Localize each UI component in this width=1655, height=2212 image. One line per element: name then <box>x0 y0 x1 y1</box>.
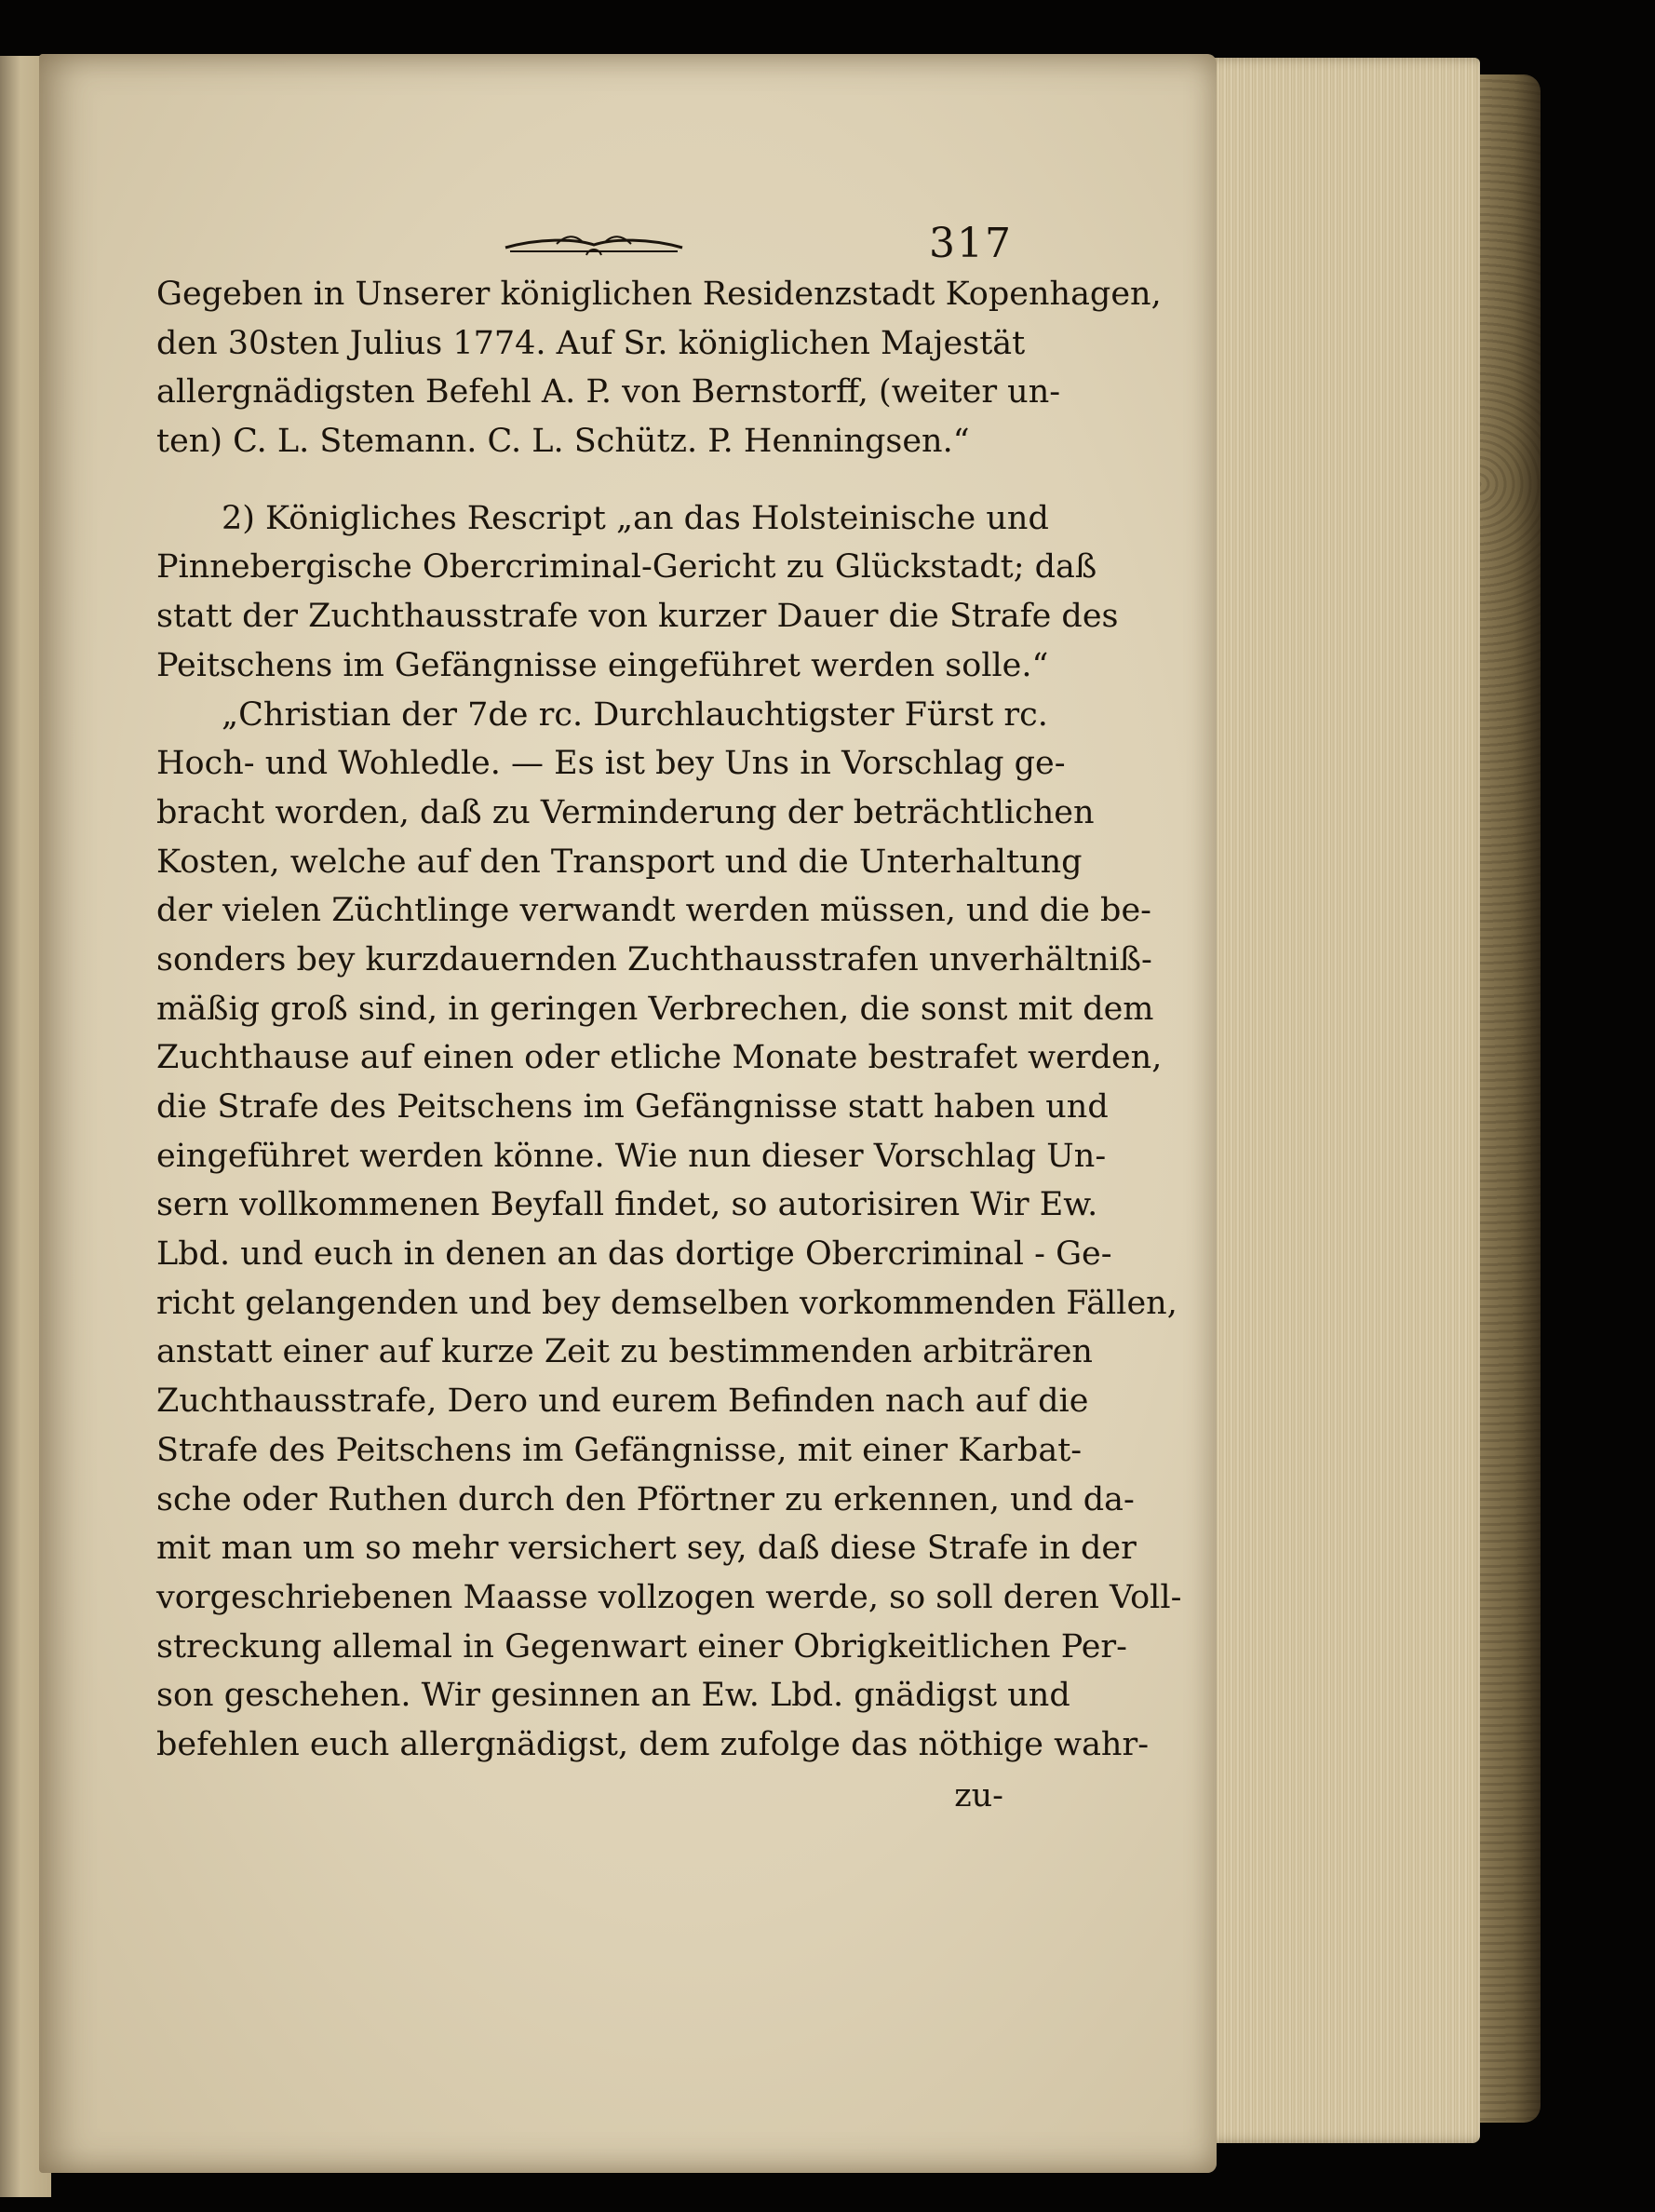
paragraph <box>156 691 1182 1770</box>
text-line: „Christian der 7de rc. Durchlauchtigster Fürst rc. <box>222 695 1048 734</box>
page-text <box>156 214 1182 1820</box>
text-line: richt gelangenden und bey demselben vorkommenden Fällen, <box>156 1284 1177 1322</box>
text-line: statt der Zuchthausstrafe von kurzer Dauer die Strafe des <box>156 598 1119 636</box>
text-line: Kosten, welche auf den Transport und die Unterhaltung <box>156 843 1083 881</box>
text-line: mit man um so mehr versichert sey, daß diese Strafe in der <box>156 1530 1137 1568</box>
text-line: befehlen euch allergnädigst, dem zufolge das nöthige wahr- <box>156 1725 1150 1763</box>
text-line: eingeführet werden könne. Wie nun dieser Vorschlag Un- <box>156 1137 1107 1175</box>
page-header <box>156 214 1013 270</box>
text-line: Strafe des Peitschens im Gefängnisse, mit einer Karbat- <box>156 1431 1083 1469</box>
text-line: der vielen Züchtlinge verwandt werden müssen, und die be- <box>156 892 1151 930</box>
page-fore-edge <box>1201 58 1480 2143</box>
text-line: Zuchthausstrafe, Dero und eurem Befinden nach auf die <box>156 1382 1089 1421</box>
text-line: allergnädigsten Befehl A. P. von Bernstorff, (weiter un- <box>156 373 1061 411</box>
paragraph <box>156 494 1119 691</box>
text-line: 2) Königliches Rescript „an das Holsteinische und <box>222 499 1049 537</box>
text-line: Hoch- und Wohledle. — Es ist bey Uns in Vorschlag ge- <box>156 745 1066 783</box>
page-number: 317 <box>929 220 1013 267</box>
text-line: Peitschens im Gefängnisse eingeführet werden solle.“ <box>156 646 1049 684</box>
text-line: sern vollkommenen Beyfall findet, so autorisiren Wir Ew. <box>156 1186 1098 1224</box>
text-line: Pinnebergische Obercriminal-Gericht zu Glückstadt; daß <box>156 548 1097 587</box>
text-line: sche oder Ruthen durch den Pförtner zu erkennen, und da- <box>156 1480 1135 1518</box>
text-line: bracht worden, daß zu Verminderung der beträchtlichen <box>156 793 1095 831</box>
text-line: streckung allemal in Gegenwart einer Obrigkeitlichen Per- <box>156 1627 1127 1666</box>
text-line: Gegeben in Unserer königlichen Residenzstadt Kopenhagen, <box>156 276 1162 313</box>
text-line: Zuchthause auf einen oder etliche Monate bestrafet werden, <box>156 1039 1163 1077</box>
text-line: son geschehen. Wir gesinnen an Ew. Lbd. gnädigst und <box>156 1677 1070 1715</box>
text-line: die Strafe des Peitschens im Gefängnisse statt haben und <box>156 1088 1109 1126</box>
text-line: sonders bey kurzdauernden Zuchthausstrafen unverhältniß- <box>156 940 1152 978</box>
paragraph <box>156 270 1162 466</box>
catchword: zu- <box>954 1776 1003 1814</box>
text-line: anstatt einer auf kurze Zeit zu bestimmenden arbiträren <box>156 1333 1093 1371</box>
text-line: Lbd. und euch in denen an das dortige Obercriminal - Ge- <box>156 1235 1112 1274</box>
text-line: den 30sten Julius 1774. Auf Sr. königlichen Majestät <box>156 324 1026 362</box>
text-line: ten) C. L. Stemann. C. L. Schütz. P. Henningsen.“ <box>156 423 970 461</box>
header-ornament-icon <box>501 231 687 259</box>
text-line: vorgeschriebenen Maasse vollzogen werde, so soll deren Voll- <box>156 1578 1182 1616</box>
text-line: mäßig groß sind, in geringen Verbrechen, die sonst mit dem <box>156 990 1154 1028</box>
